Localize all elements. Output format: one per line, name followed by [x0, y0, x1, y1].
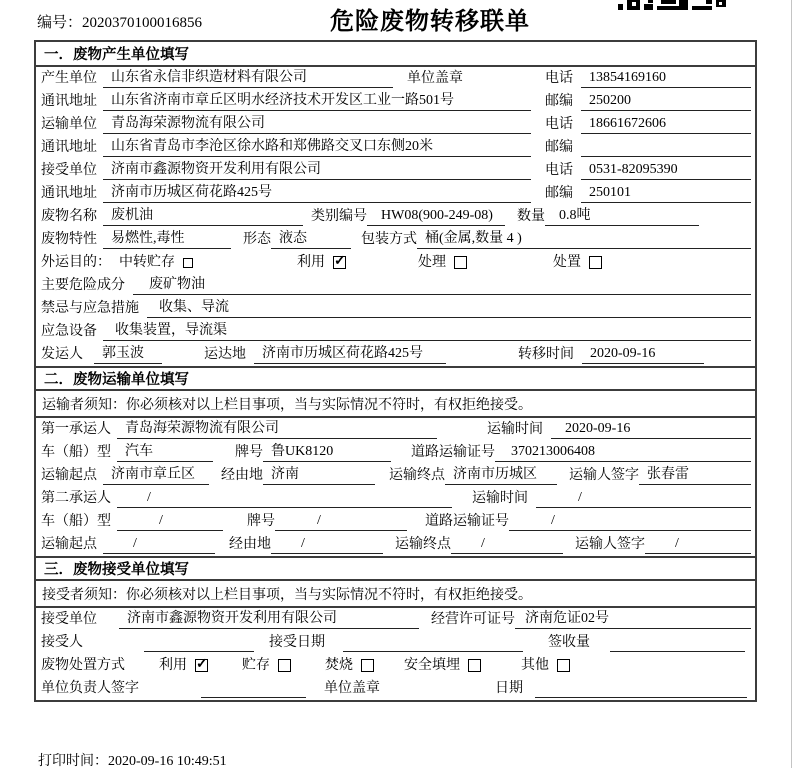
origin2-value: /: [103, 536, 215, 554]
head-signature-row: [36, 677, 755, 700]
equipment-label: 应急设备: [41, 324, 97, 339]
transfer-time-label: 转移时间: [518, 347, 574, 362]
via2-label: 经由地: [229, 537, 271, 552]
license2-label: 道路运输证号: [425, 514, 509, 529]
disposal-label: 废物处置方式: [41, 658, 125, 673]
accept-unit-value: 济南市鑫源物资开发利用有限公司: [119, 607, 419, 629]
vehicle2-row: [36, 510, 755, 533]
consignor-value: 郭玉波: [94, 342, 162, 364]
signature2-label: 运输人签字: [575, 537, 645, 552]
vehicle2-value: /: [117, 513, 223, 531]
zip1-group: [545, 90, 751, 111]
terminal2-value: /: [451, 536, 563, 554]
carrier1-label: 第一承运人: [41, 422, 111, 437]
terminal1-label: 运输终点: [389, 468, 445, 483]
addr3-value: 济南市历城区荷花路425号: [103, 181, 531, 203]
plate2-label: 牌号: [247, 514, 275, 529]
signature1-value: 张春雷: [639, 463, 751, 485]
zip1-label: 邮编: [545, 94, 573, 109]
accept-unit-row: [36, 608, 755, 631]
accept-date-value: [343, 650, 523, 652]
hazard-label: 主要危险成分: [41, 278, 125, 293]
disposal-landfill-checkbox: [468, 659, 481, 672]
producer-value: 山东省永信非织造材料有限公司: [103, 66, 393, 88]
via1-label: 经由地: [221, 468, 263, 483]
terminal1-value: 济南市历城区: [445, 463, 557, 485]
license1-value: 370213006408: [495, 444, 751, 462]
receiver-value: 济南市鑫源物资开发利用有限公司: [103, 158, 531, 180]
zip1-value: 250200: [581, 93, 751, 111]
phone3-label: 电话: [545, 163, 573, 178]
serial-label: 编号：: [37, 15, 83, 31]
serial-number: [37, 11, 202, 32]
head-signature-label: 单位负责人签字: [41, 681, 139, 696]
disposal-row: [36, 654, 755, 677]
time2-value: /: [536, 490, 751, 508]
hazard-value: 废矿物油: [133, 273, 751, 295]
disposal-store-label: 贮存: [242, 658, 270, 673]
date-label: 日期: [495, 681, 523, 696]
zip2-value: [581, 155, 751, 157]
disposal-burn-checkbox: [361, 659, 374, 672]
addr2-value: 山东省青岛市李沧区徐水路和郑佛路交叉口东侧20米: [103, 135, 531, 157]
category-label: 类别编号: [311, 209, 367, 224]
license2-value: /: [509, 513, 751, 531]
phone1-value: 13854169160: [581, 70, 751, 88]
zip3-label: 邮编: [545, 186, 573, 201]
purpose-use-checkbox: [333, 256, 346, 269]
packing-label: 包装方式: [361, 232, 417, 247]
destination-value: 济南市历城区荷花路425号: [254, 342, 446, 364]
unit-seal-label: 单位盖章: [407, 71, 463, 86]
time2-label: 运输时间: [472, 491, 528, 506]
addr3-label: 通讯地址: [41, 186, 97, 201]
transporter-label: 运输单位: [41, 117, 97, 132]
waste-name-label: 废物名称: [41, 209, 97, 224]
route1-row: [36, 464, 755, 487]
print-time-label: 打印时间：: [38, 754, 108, 769]
disposal-use-label: 利用: [159, 658, 187, 673]
consignor-row: [36, 343, 755, 366]
disposal-store-checkbox: [278, 659, 291, 672]
carrier2-value: /: [117, 490, 452, 508]
disposal-other-checkbox: [557, 659, 570, 672]
phone2-label: 电话: [545, 117, 573, 132]
signature2-value: /: [645, 536, 751, 554]
addr1-label: 通讯地址: [41, 94, 97, 109]
section2-notice: 运输者须知：你必须核对以上栏目事项，当与实际情况不符时，有权拒绝接受。: [36, 391, 755, 418]
qr-code-icon: [618, 0, 726, 10]
carrier2-row: [36, 487, 755, 510]
transporter-row: [36, 113, 755, 136]
signed-amount-label: 签收量: [548, 635, 590, 650]
phone3-value: 0531-82095390: [581, 162, 751, 180]
category-value: HW08(900-249-08): [367, 208, 505, 226]
acceptor-value: [144, 650, 254, 652]
signature1-label: 运输人签字: [569, 468, 639, 483]
accept-unit-label: 接受单位: [41, 612, 97, 627]
receiver-row: [36, 159, 755, 182]
producer-row: [36, 67, 755, 90]
purpose-label: 外运目的：: [41, 255, 111, 270]
packing-value: 桶(金属,数量 4 ): [417, 227, 751, 249]
purpose-option-use-label: 利用: [297, 255, 325, 270]
origin2-label: 运输起点: [41, 537, 97, 552]
origin1-label: 运输起点: [41, 468, 97, 483]
receiver-label: 接受单位: [41, 163, 97, 178]
phone1-label: 电话: [545, 71, 573, 86]
section3-notice: 接受者须知：你必须核对以上栏目事项，当与实际情况不符时，有权拒绝接受。: [36, 581, 755, 608]
hazard-row: [36, 274, 755, 297]
page-right-edge: [791, 0, 792, 768]
plate2-value: /: [275, 513, 407, 531]
waste-name-value: 废机油: [103, 204, 303, 226]
equipment-value: 收集装置，导流渠: [103, 319, 751, 341]
serial-value: 2020370100016856: [82, 15, 203, 31]
via2-value: /: [271, 536, 383, 554]
characteristic-value: 易燃性,毒性: [103, 227, 231, 249]
emergency-value: 收集、导流: [147, 296, 751, 318]
time1-group: [487, 418, 751, 439]
purpose-row: [36, 251, 755, 274]
emergency-label: 禁忌与应急措施: [41, 301, 139, 316]
addr2-label: 通讯地址: [41, 140, 97, 155]
characteristic-label: 废物特性: [41, 232, 97, 247]
disposal-use-checkbox: [195, 659, 208, 672]
time1-label: 运输时间: [487, 422, 543, 437]
purpose-option-treat-label: 处理: [418, 255, 446, 270]
permit-label: 经营许可证号: [431, 612, 515, 627]
quantity-value: 0.8吨: [545, 204, 699, 226]
phone2-group: [545, 113, 751, 134]
date-value: [535, 696, 747, 698]
disposal-other-label: 其他: [521, 658, 549, 673]
signed-amount-value: [610, 650, 745, 652]
purpose-storage-checkbox: [183, 258, 193, 268]
purpose-option-dispose-label: 处置: [553, 255, 581, 270]
quantity-label: 数量: [517, 209, 545, 224]
emergency-row: [36, 297, 755, 320]
transfer-time-value: 2020-09-16: [582, 346, 704, 364]
permit-value: 济南危证02号: [515, 607, 751, 629]
print-time-value: 2020-09-16 10:49:51: [108, 754, 227, 769]
accept-seal-label: 单位盖章: [324, 681, 380, 696]
time1-value: 2020-09-16: [551, 421, 751, 439]
accept-date-label: 接受日期: [269, 635, 325, 650]
phone2-value: 18661672606: [581, 116, 751, 134]
print-time: [38, 750, 227, 770]
head-signature-value: [201, 696, 306, 698]
section3-header: 三．废物接受单位填写: [36, 556, 755, 581]
phone3-group: [545, 159, 751, 180]
transporter-address-row: [36, 136, 755, 159]
purpose-treat-checkbox: [454, 256, 467, 269]
form-label: 形态: [243, 232, 271, 247]
producer-address-row: [36, 90, 755, 113]
zip3-group: [545, 182, 751, 203]
consignor-label: 发运人: [41, 347, 83, 362]
acceptor-row: [36, 631, 755, 654]
purpose-dispose-checkbox: [589, 256, 602, 269]
acceptor-label: 接受人: [41, 635, 83, 650]
vehicle2-label: 车（船）型: [41, 514, 111, 529]
zip3-value: 250101: [581, 185, 751, 203]
route2-row: [36, 533, 755, 556]
waste-name-row: [36, 205, 755, 228]
time2-group: [472, 487, 751, 508]
plate1-label: 牌号: [235, 445, 263, 460]
purpose-option-storage-label: 中转贮存: [119, 255, 175, 270]
addr1-value: 山东省济南市章丘区明水经济技术开发区工业一路501号: [103, 89, 531, 111]
vehicle1-value: 汽车: [117, 440, 213, 462]
transporter-value: 青岛海荣源物流有限公司: [103, 112, 531, 134]
vehicle1-label: 车（船）型: [41, 445, 111, 460]
terminal2-label: 运输终点: [395, 537, 451, 552]
waste-characteristic-row: [36, 228, 755, 251]
plate1-value: 鲁UK8120: [263, 440, 391, 462]
destination-label: 运达地: [204, 347, 246, 362]
form-value: 液态: [271, 227, 351, 249]
disposal-burn-label: 焚烧: [325, 658, 353, 673]
zip2-label: 邮编: [545, 140, 573, 155]
license1-label: 道路运输证号: [411, 445, 495, 460]
section1-header: 一．废物产生单位填写: [36, 42, 755, 67]
receiver-address-row: [36, 182, 755, 205]
page-title: 危险废物转移联单: [330, 9, 530, 35]
zip2-group: [545, 136, 751, 157]
carrier1-value: 青岛海荣源物流有限公司: [117, 417, 437, 439]
phone1-group: [545, 67, 751, 88]
equipment-row: [36, 320, 755, 343]
carrier2-label: 第二承运人: [41, 491, 111, 506]
carrier1-row: [36, 418, 755, 441]
origin1-value: 济南市章丘区: [103, 463, 209, 485]
vehicle1-row: [36, 441, 755, 464]
section2-header: 二．废物运输单位填写: [36, 366, 755, 391]
producer-label: 产生单位: [41, 71, 97, 86]
disposal-landfill-label: 安全填埋: [404, 658, 460, 673]
manifest-form-table: [34, 40, 757, 702]
via1-value: 济南: [263, 463, 375, 485]
